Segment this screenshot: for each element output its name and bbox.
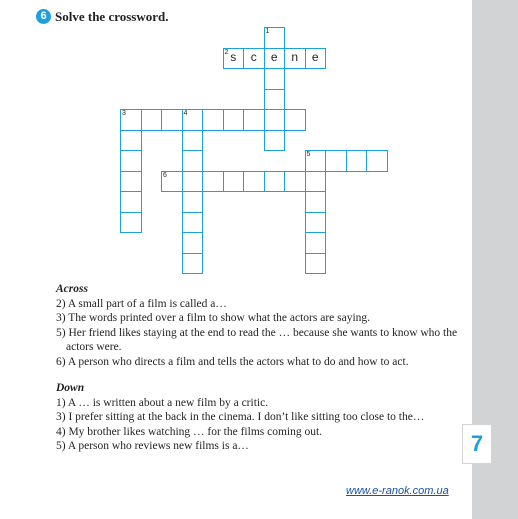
crossword-cell	[182, 253, 204, 275]
exercise-number-badge: 6	[36, 9, 51, 24]
crossword-grid	[0, 0, 472, 280]
filled-letter: c	[250, 49, 257, 64]
filled-letter: s	[230, 49, 237, 64]
crossword-cell	[305, 191, 327, 213]
crossword-cell	[346, 150, 368, 172]
clue-number: 4	[183, 110, 188, 117]
page-number-box	[462, 424, 492, 464]
crossword-cell	[284, 48, 306, 70]
across-clue-3: 3) The words printed over a film to show what the actors are saying.	[56, 312, 371, 324]
filled-letter: e	[311, 49, 319, 64]
clue-number: 3	[122, 110, 126, 117]
footer-link[interactable]: www.e-ranok.com.ua	[346, 485, 449, 497]
crossword-cell	[243, 48, 265, 70]
crossword-cell	[366, 150, 388, 172]
filled-letter: n	[291, 49, 299, 64]
crossword-cell	[223, 48, 245, 70]
crossword-cell	[305, 253, 327, 275]
crossword-cell	[120, 150, 142, 172]
crossword-cell	[284, 109, 306, 131]
crossword-cell	[182, 150, 204, 172]
crossword-cell	[305, 212, 327, 234]
crossword-cell	[223, 171, 245, 193]
crossword-cell	[202, 109, 224, 131]
crossword-cell	[305, 48, 327, 70]
page-number: 7	[470, 431, 484, 456]
crossword-cell	[120, 130, 142, 152]
exercise-instruction: Solve the crossword.	[55, 9, 169, 24]
crossword-cell	[264, 89, 286, 111]
crossword-cell	[243, 109, 265, 131]
crossword-cell	[325, 150, 347, 172]
crossword-cell	[243, 171, 265, 193]
across-clue-5: 5) Her friend likes staying at the end to read the … because she wants to know who the actors were.	[56, 326, 458, 353]
crossword-cell	[264, 68, 286, 90]
crossword-cell	[264, 171, 286, 193]
across-clue-2: 2) A small part of a film is called a…	[56, 297, 227, 310]
down-clue-1: 1) A … is written about a new film by a critic.	[56, 396, 269, 409]
clue-number: 2	[224, 48, 229, 56]
crossword-cell	[264, 109, 286, 131]
crossword-cell	[223, 109, 245, 131]
crossword-cell	[264, 48, 286, 70]
crossword-cell	[182, 130, 204, 152]
clue-number: 1	[265, 28, 270, 35]
crossword-cell	[161, 171, 183, 193]
crossword-cell	[182, 171, 204, 193]
clues-section	[56, 282, 466, 454]
across-heading: Across	[56, 283, 88, 295]
crossword-cell	[264, 27, 286, 49]
crossword-cell	[284, 171, 306, 193]
crossword-cell	[182, 191, 204, 213]
clue-number: 5	[306, 151, 311, 158]
crossword-cell	[141, 109, 163, 131]
crossword-cell	[182, 232, 204, 254]
crossword-cell	[264, 130, 286, 152]
down-clue-5: 5) A person who reviews new films is a…	[56, 440, 249, 452]
across-clue-6: 6) A person who directs a film and tells the actors what to do and how to act.	[56, 355, 409, 368]
crossword-cell	[305, 232, 327, 254]
down-clue-3: 3) I prefer sitting at the back in the cinema. I don’t like sitting too close to the…	[56, 411, 425, 423]
crossword-cell	[182, 212, 204, 234]
crossword-cell	[305, 150, 327, 172]
down-heading: Down	[56, 382, 85, 394]
crossword-cell	[120, 109, 142, 131]
crossword-cell	[161, 109, 183, 131]
clue-number: 6	[163, 171, 167, 179]
crossword-cell	[305, 171, 327, 193]
down-clue-4: 4) My brother likes watching … for the films coming out.	[56, 425, 323, 438]
crossword-cell	[120, 212, 142, 234]
crossword-cell	[182, 109, 204, 131]
crossword-cell	[120, 191, 142, 213]
filled-letter: e	[270, 49, 278, 64]
crossword-cell	[120, 171, 142, 193]
crossword-cell	[202, 171, 224, 193]
